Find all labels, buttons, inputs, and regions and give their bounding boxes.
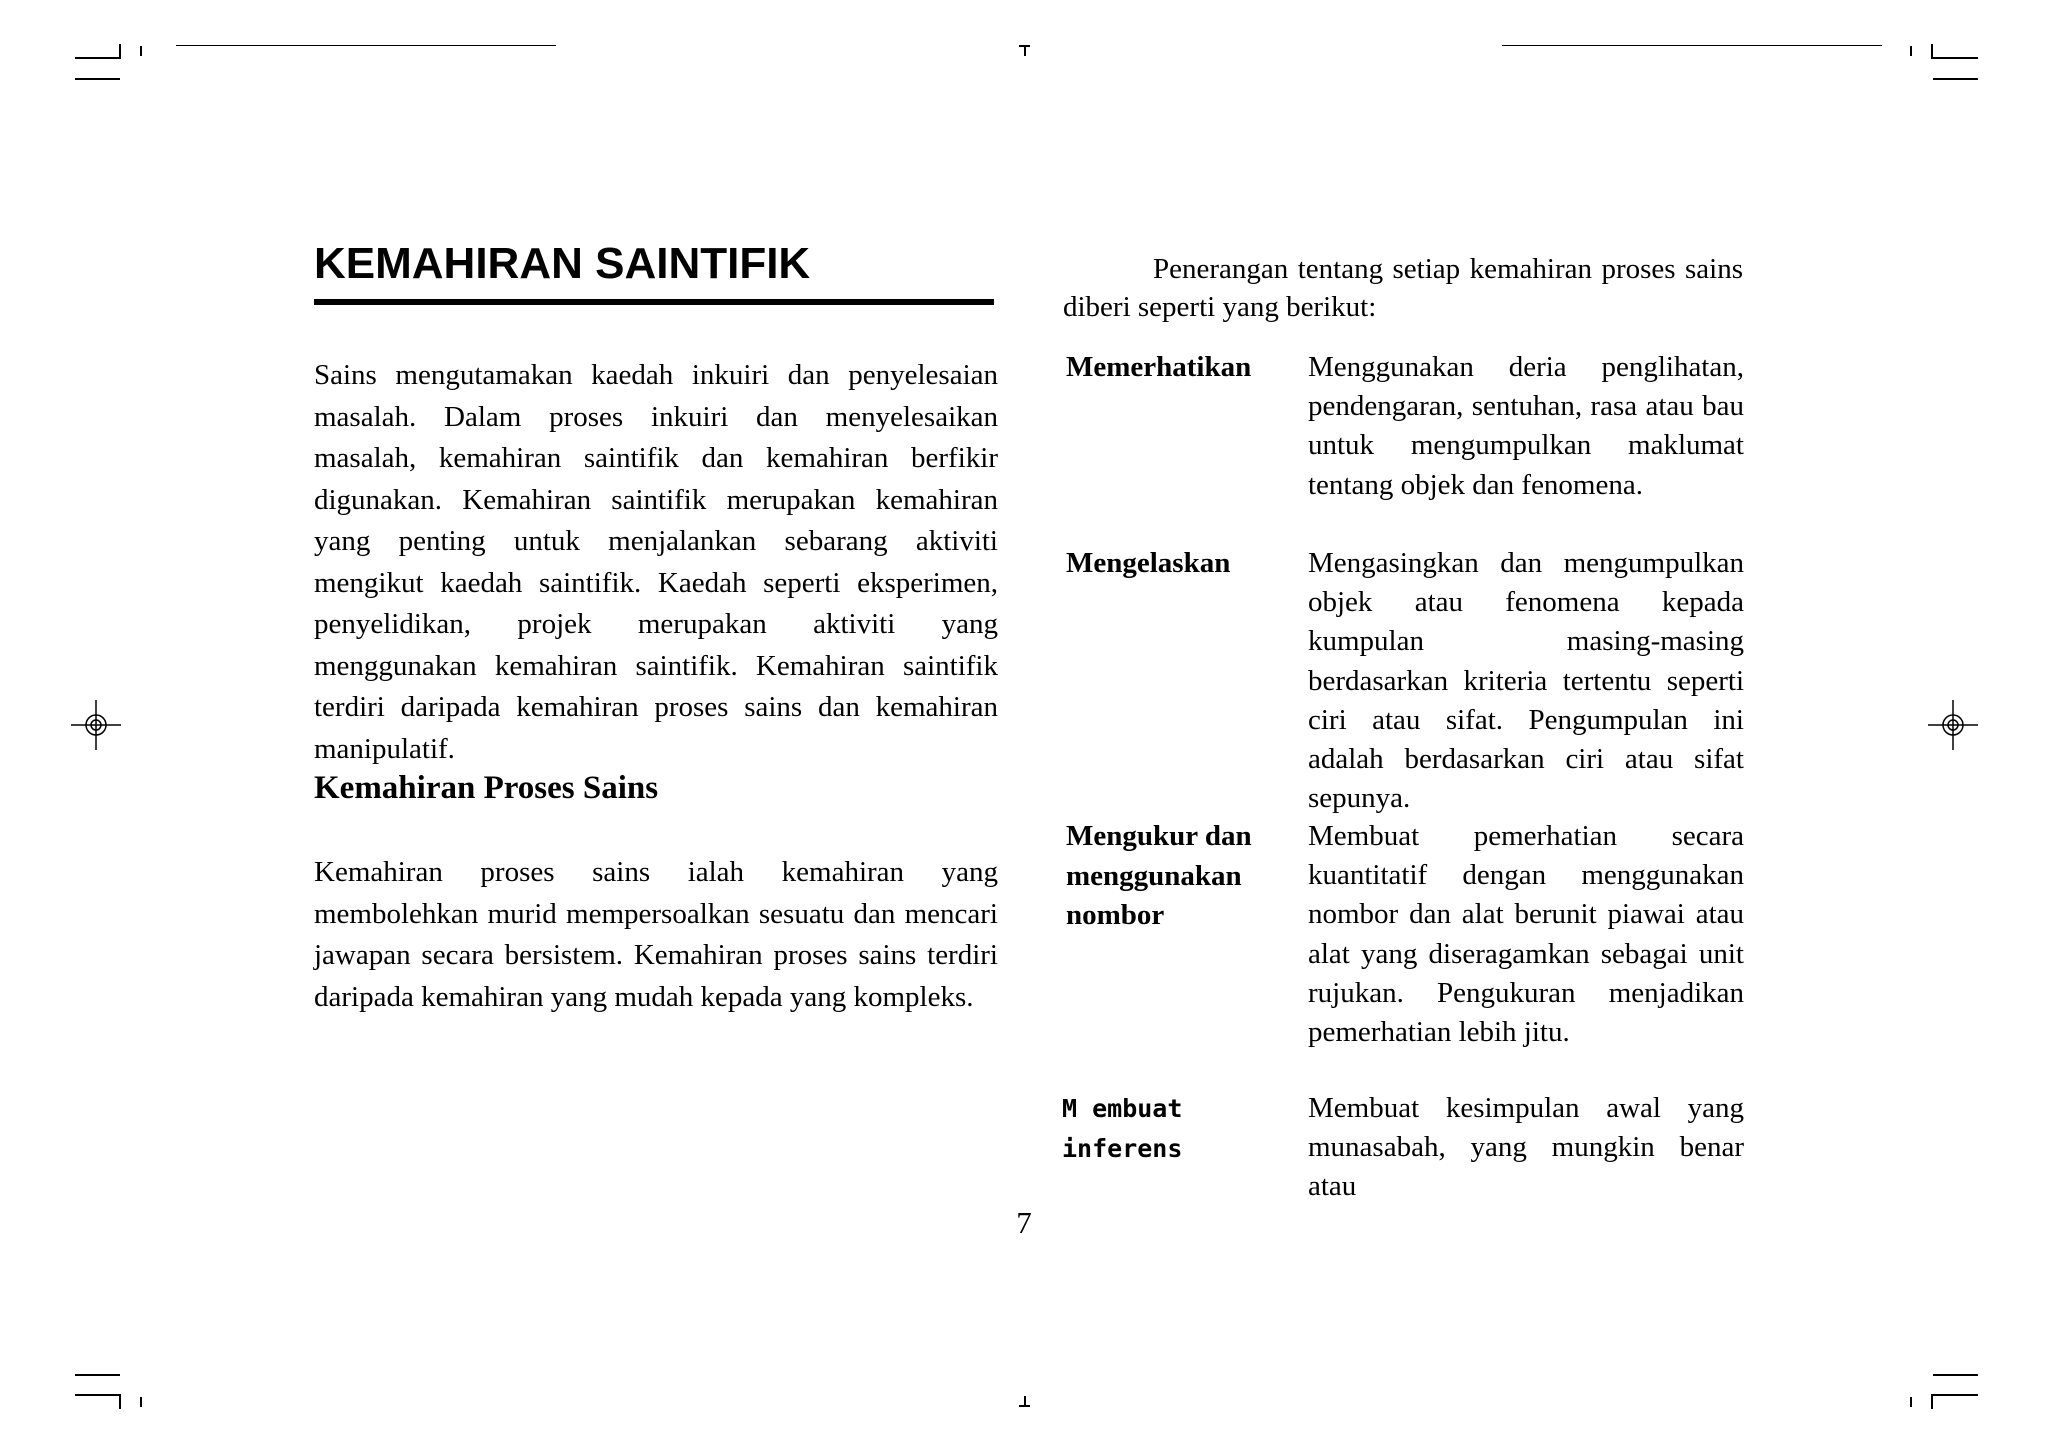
registration-mark-icon [1928, 700, 1978, 750]
crop-mark-line [75, 1374, 120, 1376]
crop-mark-line [1910, 46, 1912, 56]
crop-mark-line [140, 1397, 142, 1407]
title-underline [314, 299, 994, 305]
crop-mark-line [1931, 1394, 1933, 1409]
section-heading: Kemahiran Proses Sains [314, 770, 659, 806]
crop-mark-line [1933, 57, 1978, 59]
crop-mark-line [1502, 45, 1882, 46]
crop-mark-line [1933, 1394, 1978, 1396]
crop-mark-line [176, 45, 556, 46]
page-title: KEMAHIRAN SAINTIFIK [314, 239, 811, 288]
crop-mark-line [75, 78, 120, 80]
crop-mark-line [75, 1394, 120, 1396]
skill-term: Mengukur dan menggunakan nombor [1066, 820, 1252, 931]
crop-mark-line [1910, 1397, 1912, 1407]
crop-mark-line [119, 1394, 121, 1409]
skill-definition: Membuat kesimpulan awal yang munasabah, yang mungkin benar atau [1308, 1092, 1744, 1203]
crop-mark-line [1933, 78, 1978, 80]
skill-definition: Membuat pemerhatian secara kuantitatif dengan menggunakan nombor dan alat berunit piawai atau alat yang diseragamkan sebagai unit rujukan. Pengukuran menjadikan pemerhatian lebih jitu. [1308, 820, 1744, 1049]
registration-mark-icon [71, 700, 121, 750]
crop-mark-line [1024, 1396, 1026, 1407]
crop-mark-line [1933, 1374, 1978, 1376]
crop-mark-line [75, 57, 120, 59]
crop-mark-line [140, 46, 142, 56]
crop-mark-line [1931, 44, 1933, 59]
skill-term: Mengelaskan [1066, 547, 1231, 579]
crop-mark-line [1024, 45, 1026, 56]
skill-term: Memerhatikan [1066, 351, 1252, 383]
skill-term: M embuat inferens [1062, 1094, 1183, 1163]
section-paragraph: Kemahiran proses sains ialah kemahiran yang membolehkan murid mempersoalkan sesuatu dan mencari jawapan secara bersistem. Kemahiran proses sains terdiri daripada kemahiran yang mudah kepada yang kompleks. [314, 856, 998, 1013]
page-number: 7 [1016, 1205, 1032, 1240]
skills-intro: Penerangan tentang setiap kemahiran proses sains diberi seperti yang berikut: [1063, 253, 1743, 323]
skill-definition: Mengasingkan dan mengumpulkan objek atau fenomena kepada kumpulan masing-masing berdasarkan kriteria tertentu seperti ciri atau sifat. Pengumpulan ini adalah berdasarkan ciri atau sifat sepunya. [1308, 547, 1744, 815]
skill-definition: Menggunakan deria penglihatan, pendengaran, sentuhan, rasa atau bau untuk mengumpulkan maklumat tentang objek dan fenomena. [1308, 351, 1744, 501]
intro-paragraph: Sains mengutamakan kaedah inkuiri dan penyelesaian masalah. Dalam proses inkuiri dan menyelesaikan masalah, kemahiran saintifik dan kemahiran berfikir digunakan. Kemahiran saintifik merupakan kemahiran yang penting untuk menjalankan sebarang aktiviti mengikut kaedah saintifik. Kaedah seperti eksperimen, penyelidikan, projek merupakan aktiviti yang menggunakan kemahiran saintifik. Kemahiran saintifik terdiri daripada kemahiran proses sains dan kemahiran manipulatif. [314, 359, 998, 765]
crop-mark-line [119, 44, 121, 59]
